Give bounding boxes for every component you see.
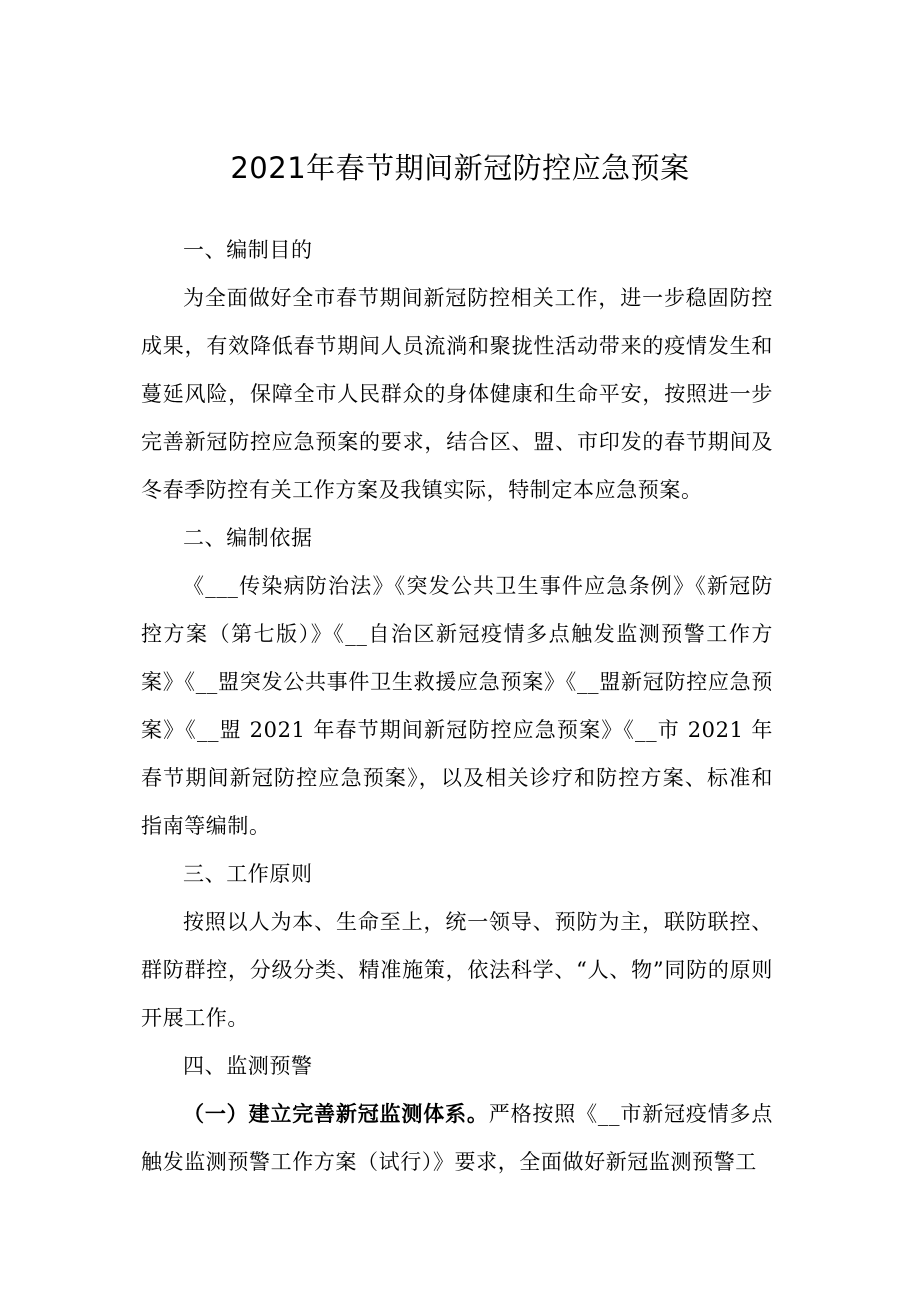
section-paragraph-purpose: 为全面做好全市春节期间新冠防控相关工作，进一步稳固防控成果，有效降低春节期间人员流淌和聚拢性活动带来的疫情发生和蔓延风险，保障全市人民群众的身体健康和生命平安，按照进一步完善新冠防控应急预案的要求，结合区、盟、市印发的春节期间及冬春季防控有关工作方案及我镇实际，特制定本应急预案。 bbox=[141, 286, 773, 502]
section-paragraph-principles: 按照以人为本、生命至上，统一领导、预防为主，联防联控、群防群控，分级分类、精准施策，依法科学、“人、物”同防的原则开展工作。 bbox=[141, 910, 773, 1030]
section-paragraph-basis: 《___传染病防治法》《突发公共卫生事件应急条例》《新冠防控方案（第七版）》《__自治区新冠疫情多点触发监测预警工作方案》《__盟突发公共事件卫生救援应急预案》《__盟新冠防控应急预案》《__盟 2021 年春节期间新冠防控应急预案》《__市 2021 年春节期间新冠防控应急预案》，以及相关诊疗和防控方案、标准和指南等编制。 bbox=[141, 574, 773, 838]
section-heading-monitoring: 四、监测预警 bbox=[183, 1054, 313, 1078]
subsection-lead-bold: （一）建立完善新冠监测体系。 bbox=[183, 1101, 489, 1126]
section-paragraph-monitoring bbox=[141, 1090, 773, 1186]
section-heading-principles: 三、工作原则 bbox=[183, 862, 313, 886]
section-heading-basis: 二、编制依据 bbox=[183, 526, 313, 550]
subsection-text: 严格按照《__市新冠疫情多点触发监测预警工作方案（试行）》要求，全面做好新冠监测预警工 bbox=[141, 1102, 773, 1174]
document-title: 2021年春节期间新冠防控应急预案 bbox=[230, 151, 690, 185]
section-heading-purpose: 一、编制目的 bbox=[183, 238, 313, 262]
document-body bbox=[141, 226, 773, 1186]
